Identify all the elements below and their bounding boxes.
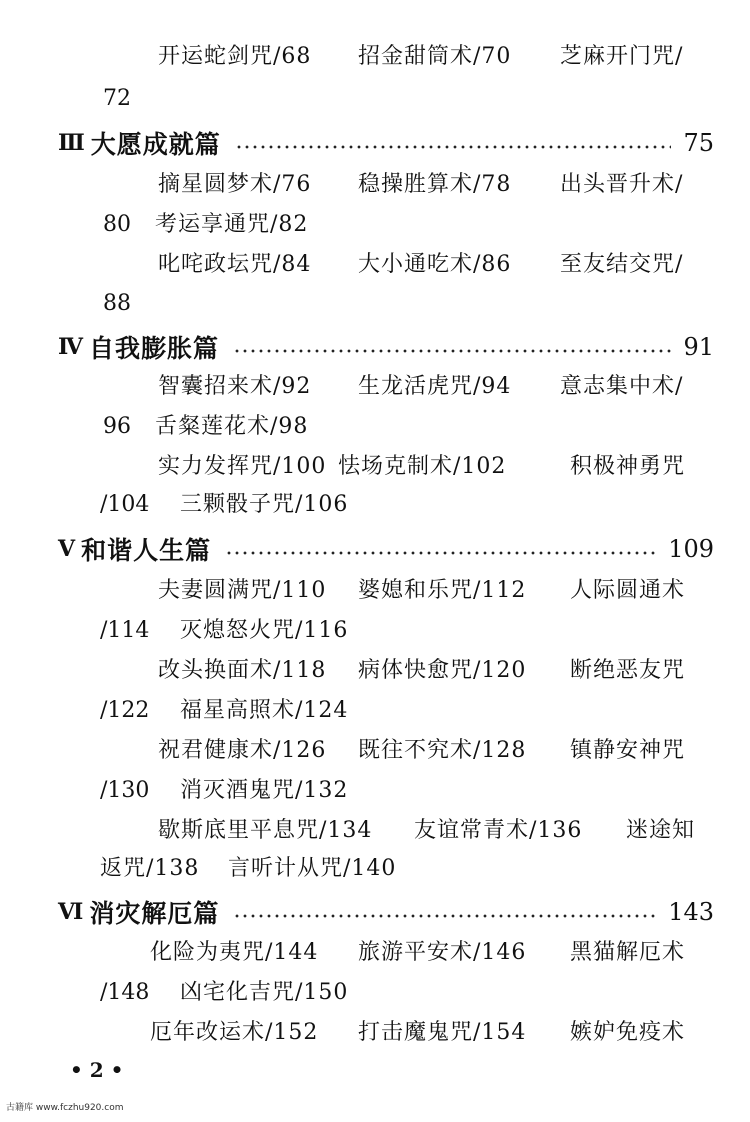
toc-entry: 友谊常青术/136 [414,818,583,843]
toc-page-ref: /130 [100,778,150,803]
toc-page-ref: /122 [100,698,150,723]
toc-entry: 舌粲莲花术/98 [155,414,309,439]
toc-entry: 改头换面术/118 [158,658,327,683]
section-title: 自我膨胀篇 [88,334,219,363]
toc-entry: 摘星圆梦术/76 [158,172,312,197]
toc-entry: 镇静安神咒 [570,738,686,763]
toc-entry: 既往不究术/128 [358,738,527,763]
toc-entry: 断绝恶友咒 [570,658,686,683]
toc-entry: 意志集中术/ [560,374,684,399]
toc-entry: 迷途知 [626,818,696,843]
section-page: 109 [668,535,714,563]
toc-entry: 婆媳和乐咒/112 [358,578,527,603]
toc-entry: 怯场克制术/102 [338,454,507,479]
toc-entry: 考运享通咒/82 [155,212,309,237]
toc-entry: 祝君健康术/126 [158,738,327,763]
toc-entry: 嫉妒免疫术 [570,1020,686,1045]
toc-entry: 大小通吃术/86 [358,252,512,277]
toc-entry: 人际圆通术 [570,578,686,603]
toc-entry: 夫妻圆满咒/110 [158,578,327,603]
section-heading-3 [58,126,714,160]
toc-entry: 出头晋升术/ [560,172,684,197]
section-heading-5 [58,532,714,566]
toc-entry: 言听计从咒/140 [228,856,397,881]
toc-entry: 病体快愈咒/120 [358,658,527,683]
section-title: 消灾解厄篇 [89,899,220,928]
toc-entry: 开运蛇剑咒/68 [158,44,312,69]
section-page: 75 [683,129,714,157]
watermark: 古籍库 www.fczhu920.com [6,1103,124,1113]
toc-entry: 稳操胜算术/78 [358,172,512,197]
toc-entry: 智囊招来术/92 [158,374,312,399]
section-heading-6 [58,895,714,929]
toc-entry: 生龙活虎咒/94 [358,374,512,399]
leader-dots [235,145,672,149]
toc-entry: 凶宅化吉咒/150 [180,980,349,1005]
section-title: 大愿成就篇 [90,130,221,159]
toc-entry: 三颗骰子咒/106 [180,492,349,517]
toc-entry: 福星高照术/124 [180,698,349,723]
toc-entry: 黑猫解厄术 [570,940,686,965]
toc-entry: 实力发挥咒/100 [158,454,327,479]
section-page: 91 [683,333,714,361]
toc-page-ref: 88 [103,291,131,316]
toc-entry: 叱咤政坛咒/84 [158,252,312,277]
toc-entry: 招金甜筒术/70 [358,44,512,69]
section-heading-4 [58,330,714,364]
toc-entry: 灭熄怒火咒/116 [180,618,349,643]
toc-entry: 打击魔鬼咒/154 [358,1020,527,1045]
section-numeral: Ⅳ [58,334,83,360]
section-title: 和谐人生篇 [81,536,212,565]
toc-entry: 歇斯底里平息咒/134 [158,818,373,843]
toc-page-ref: 72 [103,86,131,111]
toc-entry: 至友结交咒/ [560,252,684,277]
section-numeral: Ⅵ [58,899,84,925]
section-numeral: Ⅴ [58,536,76,562]
toc-page-ref: /114 [100,618,150,643]
page-number: • 2 • [70,1058,124,1082]
toc-entry: 厄年改运术/152 [150,1020,319,1045]
toc-entry: 芝麻开门咒/ [560,44,684,69]
toc-page-ref: /104 [100,492,150,517]
toc-page-ref: /148 [100,980,150,1005]
toc-entry: 化险为夷咒/144 [150,940,319,965]
toc-page-ref: 80 [103,212,131,237]
toc-entry: 旅游平安术/146 [358,940,527,965]
section-numeral: Ⅲ [58,130,85,156]
leader-dots [225,551,656,555]
leader-dots [233,914,656,918]
toc-entry: 返咒/138 [100,856,200,881]
toc-entry: 消灭酒鬼咒/132 [180,778,349,803]
toc-page-ref: 96 [103,414,131,439]
section-page: 143 [668,898,714,926]
toc-entry: 积极神勇咒 [570,454,686,479]
leader-dots [233,349,671,353]
